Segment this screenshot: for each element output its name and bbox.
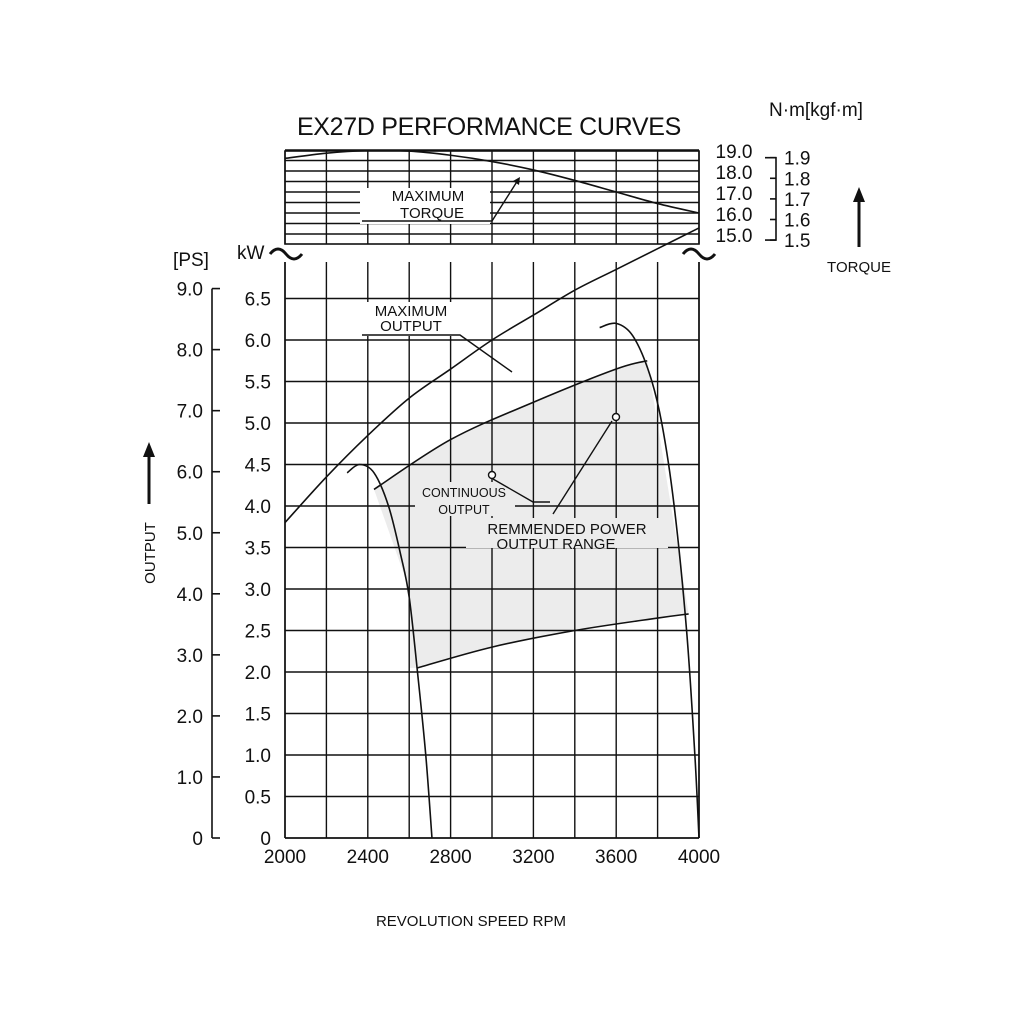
torque-nm-tick-label: 18.0 [715, 163, 753, 184]
kw-tick-label: 6.5 [244, 289, 271, 311]
ps-tick-label: 4.0 [176, 584, 203, 606]
torque-nm-tick-label: 17.0 [715, 184, 753, 205]
kw-tick-label: 0.5 [244, 787, 271, 809]
kw-tick-label: 3.5 [244, 538, 271, 560]
max-output-label-line1: MAXIMUM [374, 303, 448, 320]
output-ps-label: [PS] [173, 250, 209, 271]
torque-kgfm-tick-label: 1.6 [784, 210, 811, 232]
torque-kgfm-tick-label: 1.9 [784, 148, 811, 170]
x-tick-label: 2000 [263, 847, 307, 868]
output-arrow-head [143, 442, 155, 457]
ps-tick-label: 2.0 [176, 706, 203, 728]
ps-tick-label: 0 [192, 829, 203, 850]
torque-units-label: N·m[kgf·m] [769, 100, 863, 121]
ps-tick-label: 8.0 [176, 340, 203, 362]
kw-tick-label: 5.0 [244, 414, 271, 435]
kw-tick-label: 4.5 [244, 455, 271, 477]
chart-title: EX27D PERFORMANCE CURVES [296, 113, 682, 141]
x-axis-title: REVOLUTION SPEED RPM [375, 913, 567, 930]
kw-tick-label: 4.0 [244, 497, 271, 518]
torque-kgfm-tick-label: 1.7 [784, 189, 811, 211]
ps-tick-label: 9.0 [176, 279, 203, 301]
recommended-range-label-line1: REMMENDED POWER [487, 521, 647, 538]
ps-tick-label: 5.0 [176, 523, 203, 545]
continuous-output-label-line1: CONTINUOUS [421, 486, 507, 500]
recommended-range-marker [613, 414, 620, 421]
max-output-label-line2: OUTPUT [380, 318, 442, 335]
kw-tick-label: 0 [260, 829, 271, 850]
ps-tick-label: 7.0 [176, 401, 203, 423]
axis-break-right [683, 249, 715, 259]
torque-kgfm-tick-label: 1.8 [784, 169, 811, 191]
torque-arrow-head [853, 187, 865, 202]
continuous-output-marker [489, 472, 496, 479]
ps-tick-label: 1.0 [176, 767, 203, 789]
kw-tick-label: 2.5 [244, 621, 271, 643]
torque-nm-tick-label: 19.0 [715, 142, 753, 163]
max-torque-label-line1: MAXIMUM [391, 188, 465, 205]
torque-nm-tick-label: 15.0 [715, 226, 753, 247]
recommended-range-label-line2: OUTPUT RANGE [496, 536, 616, 553]
kw-tick-label: 5.5 [244, 372, 271, 394]
x-tick-label: 3600 [595, 847, 638, 868]
continuous-output-label-line2: OUTPUT [438, 503, 490, 517]
output-kw-label: kW [237, 243, 265, 264]
x-tick-label: 2400 [346, 847, 389, 868]
kw-tick-label: 1.5 [244, 704, 271, 726]
max-torque-label-line2: TORQUE [400, 205, 464, 222]
x-tick-label: 3200 [512, 847, 555, 868]
torque-nm-tick-label: 16.0 [715, 205, 753, 226]
ps-tick-label: 6.0 [176, 462, 203, 484]
y-axis-title-torque: TORQUE [827, 259, 891, 276]
kw-tick-label: 3.0 [244, 580, 271, 601]
kw-tick-label: 2.0 [244, 663, 271, 684]
y-axis-title-output: OUTPUT [142, 522, 159, 584]
ps-tick-label: 3.0 [176, 645, 203, 667]
kw-tick-label: 6.0 [244, 331, 271, 352]
x-tick-label: 4000 [677, 847, 721, 868]
x-tick-label: 2800 [429, 847, 472, 868]
kw-tick-label: 1.0 [244, 746, 271, 767]
max-torque-leader-arrow [513, 177, 520, 185]
axis-break-left [270, 249, 302, 259]
torque-kgfm-tick-label: 1.5 [784, 231, 811, 253]
